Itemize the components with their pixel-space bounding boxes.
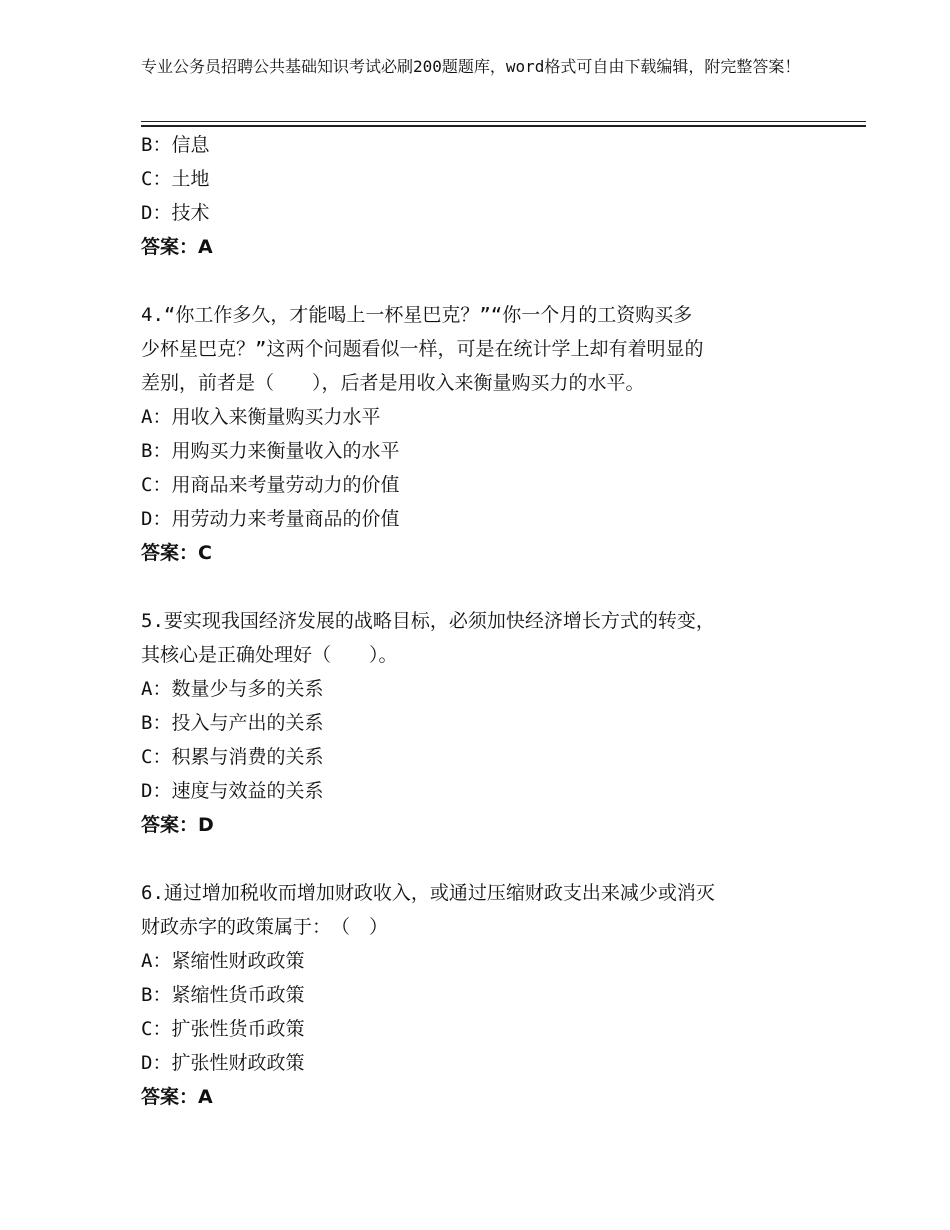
option-b: B：信息 [141, 134, 210, 156]
question-stem: 差别，前者是（ ），后者是用收入来衡量购买力的水平。 [141, 372, 645, 394]
option-b: B：紧缩性货币政策 [141, 984, 305, 1006]
option-d: D：技术 [141, 202, 210, 224]
option-c: C：扩张性货币政策 [141, 1018, 305, 1040]
question-stem: 4.“你工作多久，才能喝上一杯星巴克？”“你一个月的工资购买多 [141, 304, 693, 326]
option-d: D：用劳动力来考量商品的价值 [141, 508, 400, 530]
question-stem: 少杯星巴克？”这两个问题看似一样，可是在统计学上却有着明显的 [141, 338, 704, 360]
option-a: A：数量少与多的关系 [141, 678, 324, 700]
option-a: A：用收入来衡量购买力水平 [141, 406, 381, 428]
option-d: D：速度与效益的关系 [141, 780, 324, 802]
answer: 答案：C [141, 542, 212, 564]
option-c: C：用商品来考量劳动力的价值 [141, 474, 400, 496]
question-stem: 其核心是正确处理好（ ）。 [141, 644, 398, 666]
option-d: D：扩张性财政政策 [141, 1052, 305, 1074]
header-divider-thick [141, 125, 866, 127]
option-a: A：紧缩性财政政策 [141, 950, 305, 972]
question-stem: 6.通过增加税收而增加财政收入，或通过压缩财政支出来减少或消灭 [141, 882, 715, 904]
header-note: 专业公务员招聘公共基础知识考试必刷200题题库，word格式可自由下载编辑，附完整答案！ [141, 57, 801, 76]
answer: 答案：A [141, 236, 213, 258]
header-divider [141, 121, 866, 122]
option-c: C：土地 [141, 168, 210, 190]
option-b: B：投入与产出的关系 [141, 712, 324, 734]
question-content [141, 128, 811, 1114]
answer: 答案：D [141, 814, 214, 836]
option-c: C：积累与消费的关系 [141, 746, 324, 768]
question-stem: 财政赤字的政策属于： （ ） [141, 916, 389, 938]
question-stem: 5.要实现我国经济发展的战略目标，必须加快经济增长方式的转变， [141, 610, 715, 632]
option-b: B：用购买力来衡量收入的水平 [141, 440, 400, 462]
answer: 答案：A [141, 1086, 213, 1108]
